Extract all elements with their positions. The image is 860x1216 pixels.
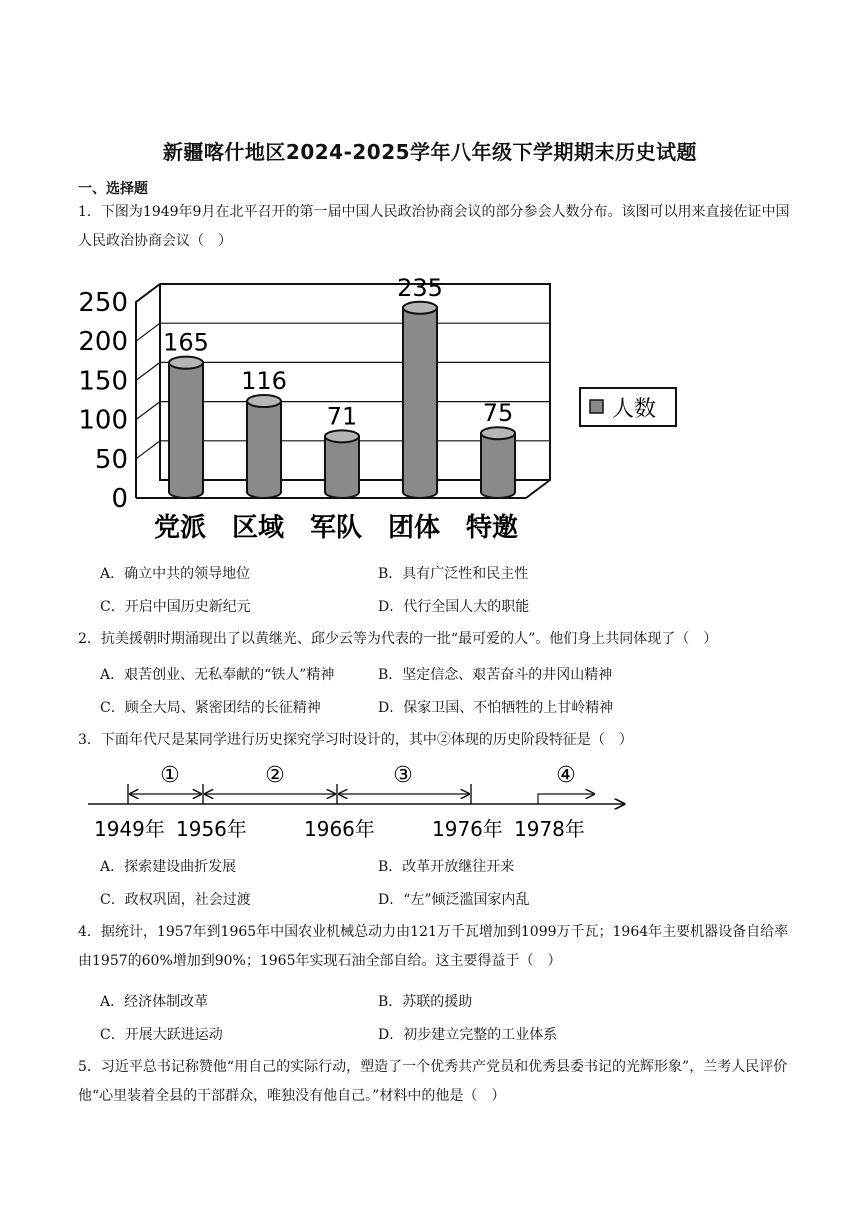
y-tick-label: 50 (94, 444, 128, 475)
year-1966: 1966年 (304, 817, 375, 841)
bar-value-label: 71 (326, 402, 358, 431)
year-1978: 1978年 (514, 817, 585, 841)
bar-top (247, 395, 281, 407)
category-label: 军队 (309, 513, 363, 543)
gridline-diag (136, 441, 160, 459)
question-5-stem: 5．习近平总书记称赞他“用自己的实际行动，塑造了一个优秀共产党员和优秀县委书记的光辉形象”，兰考人民评价他“心里装着全县的干部群众，唯独没有他自己。”材料中的他是（ ） (78, 1059, 788, 1104)
category-label: 特邀 (465, 513, 519, 543)
timeline-ruler (86, 762, 646, 842)
gridline-diag (136, 362, 160, 380)
chart-floor-side (526, 480, 550, 498)
bar-top (325, 430, 359, 442)
question-2-option-d[interactable]: D．保家卫国、不怕牺牲的上甘岭精神 (378, 700, 614, 716)
question-4-option-a[interactable]: A．经济体制改革 (100, 994, 209, 1010)
bar-fill (326, 436, 358, 492)
bar-fill (170, 363, 202, 492)
bar-fill (248, 401, 280, 492)
question-3-option-a[interactable]: A．探索建设曲折发展 (100, 859, 237, 875)
bar-top (169, 357, 203, 369)
y-tick-label: 0 (111, 484, 128, 514)
question-1-stem: 1．下图为1949年9月在北平召开的第一届中国人民政治协商会议的部分参会人数分布。该图可以用来直接佐证中国人民政治协商会议（ ） (78, 204, 790, 249)
question-4-option-c[interactable]: C．开展大跃进运动 (100, 1027, 223, 1043)
question-2-option-b[interactable]: B．坚定信念、艰苦奋斗的井冈山精神 (378, 667, 613, 683)
chart-bars (169, 302, 515, 498)
category-label: 团体 (387, 513, 441, 543)
segment-3-label: ③ (393, 763, 413, 788)
bar-fill (482, 433, 514, 492)
bar-value-label: 165 (163, 328, 209, 357)
category-label: 党派 (153, 513, 207, 543)
chart-y-ticks (78, 288, 128, 514)
bar-value-label: 235 (397, 273, 443, 302)
bar-chart (78, 268, 698, 548)
category-label: 区域 (231, 513, 285, 543)
y-tick-label: 200 (78, 327, 128, 358)
question-1-option-d[interactable]: D．代行全国人大的职能 (378, 599, 530, 615)
year-1949: 1949年 (94, 817, 165, 841)
gridline-diag (136, 402, 160, 420)
year-1976: 1976年 (432, 817, 503, 841)
question-3-stem: 3．下面年代尺是某同学进行历史探究学习时设计的，其中②体现的历史阶段特征是（ ） (78, 732, 633, 748)
question-4-option-d[interactable]: D．初步建立完整的工业体系 (378, 1027, 558, 1043)
bar-top (403, 302, 437, 314)
legend-label: 人数 (612, 397, 657, 422)
chart-data-labels (163, 274, 513, 431)
chart-legend (580, 388, 676, 426)
segment-4-arrow (538, 794, 594, 804)
question-3-option-b[interactable]: B．改革开放继往开来 (378, 859, 515, 875)
year-1956: 1956年 (176, 817, 247, 841)
y-tick-label: 100 (78, 405, 128, 436)
section-heading: 一、选择题 (78, 181, 148, 197)
segment-2-label: ② (265, 763, 285, 788)
bar-value-label: 75 (482, 399, 514, 428)
gridline-diag (136, 284, 160, 302)
question-2-option-a[interactable]: A．艰苦创业、无私奉献的“铁人”精神 (100, 667, 335, 683)
page-title: 新疆喀什地区2024-2025学年八年级下学期期末历史试题 (162, 140, 698, 164)
segment-4-label: ④ (556, 763, 576, 788)
question-1-option-c[interactable]: C．开启中国历史新纪元 (100, 599, 251, 615)
y-tick-label: 250 (78, 288, 128, 318)
bar-fill (404, 308, 436, 492)
gridline-diag (136, 323, 160, 341)
bar-top (481, 427, 515, 439)
legend-swatch (590, 400, 603, 413)
question-4-option-b[interactable]: B．苏联的援助 (378, 994, 473, 1010)
question-1-option-b[interactable]: B．具有广泛性和民主性 (378, 566, 529, 582)
bar-value-label: 116 (241, 367, 287, 396)
y-tick-label: 150 (78, 366, 128, 397)
question-2-option-c[interactable]: C．顾全大局、紧密团结的长征精神 (100, 700, 321, 716)
question-2-stem: 2．抗美援朝时期涌现出了以黄继光、邱少云等为代表的一批“最可爱的人”。他们身上共同体现了（ ） (78, 631, 718, 647)
segment-1-label: ① (160, 763, 180, 788)
question-3-option-d[interactable]: D．“左”倾泛滥国家内乱 (378, 892, 530, 908)
question-1-option-a[interactable]: A．确立中共的领导地位 (100, 566, 251, 582)
question-4-stem: 4．据统计，1957年到1965年中国农业机械总动力由121万千瓦增加到1099万千瓦；1964年主要机器设备自给率由1957的60%增加到90%；1965年实现石油全部自给。这主要得益于（ ） (78, 924, 789, 969)
question-3-option-c[interactable]: C．政权巩固，社会过渡 (100, 892, 251, 908)
chart-categories (154, 512, 518, 543)
